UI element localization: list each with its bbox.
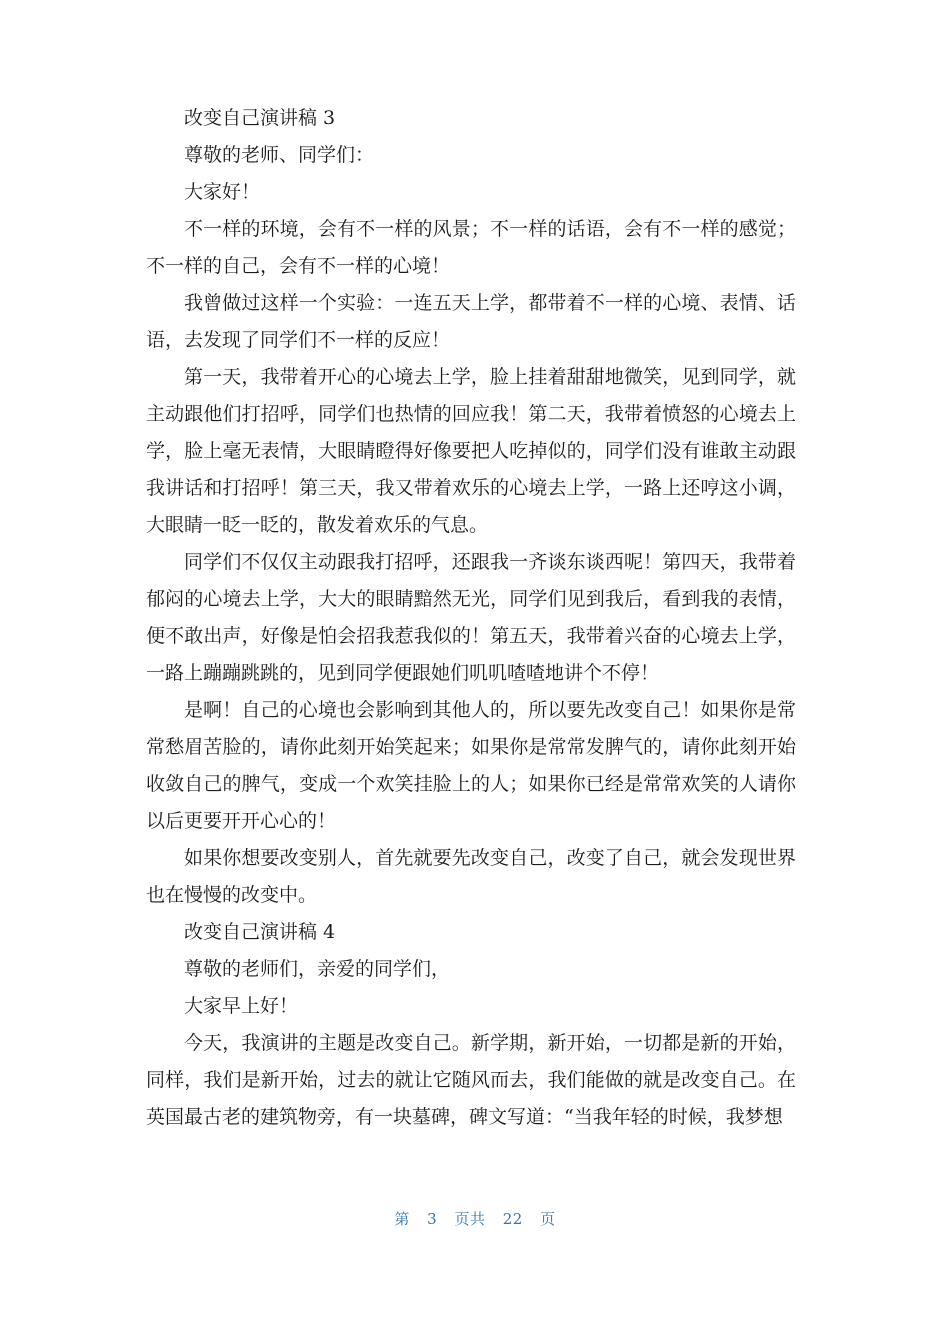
page-total: 22 [502,1210,523,1228]
document-body [146,100,796,1136]
footer-prefix: 第 [394,1210,410,1228]
paragraph: 我曾做过这样一个实验：一连五天上学，都带着不一样的心境、表情、话语，去发现了同学们不一样的反应！ [146,292,796,351]
paragraph: 尊敬的老师、同学们： [184,144,375,166]
paragraph: 同学们不仅仅主动跟我打招呼，还跟我一齐谈东谈西呢！第四天，我带着郁闷的心境去上学，大大的眼睛黯然无光，同学们见到我后，看到我的表情，便不敢出声，好像是怕会招我惹我似的！第五天，我带着兴奋的心境去上学，一路上蹦蹦跳跳的，见到同学便跟她们叽叽喳喳地讲个不停！ [146,551,796,684]
page-footer [0,1208,950,1229]
paragraph: 大家好！ [184,181,261,203]
paragraph: 改变自己演讲稿 4 [184,921,336,943]
paragraph: 如果你想要改变别人，首先就要先改变自己，改变了自己，就会发现世界也在慢慢的改变中。 [146,847,796,906]
paragraph: 改变自己演讲稿 3 [184,107,336,129]
page-number: 3 [427,1210,438,1228]
paragraph: 尊敬的老师们，亲爱的同学们， [184,958,451,980]
paragraph: 是啊！自己的心境也会影响到其他人的，所以要先改变自己！如果你是常常愁眉苦脸的，请你此刻开始笑起来；如果你是常常发脾气的，请你此刻开始收敛自己的脾气，变成一个欢笑挂脸上的人；如果你已经是常常欢笑的人请你以后更要开开心心的！ [146,699,796,832]
footer-suffix: 页 [540,1210,556,1228]
paragraph: 第一天，我带着开心的心境去上学，脸上挂着甜甜地微笑，见到同学，就主动跟他们打招呼，同学们也热情的回应我！第二天，我带着愤怒的心境去上学，脸上毫无表情，大眼睛瞪得好像要把人吃掉似的，同学们没有谁敢主动跟我讲话和打招呼！第三天，我又带着欢乐的心境去上学，一路上还哼这小调，大眼睛一眨一眨的，散发着欢乐的气息。 [146,366,796,536]
paragraph: 不一样的环境，会有不一样的风景；不一样的话语，会有不一样的感觉；不一样的自己，会有不一样的心境！ [146,218,796,277]
paragraph: 大家早上好！ [184,995,299,1017]
paragraph: 今天，我演讲的主题是改变自己。新学期，新开始，一切都是新的开始，同样，我们是新开始，过去的就让它随风而去，我们能做的就是改变自己。在英国最古老的建筑物旁，有一块墓碑，碑文写道：“当我年轻的时候，我梦想 [146,1032,796,1128]
footer-middle: 页共 [454,1210,486,1228]
